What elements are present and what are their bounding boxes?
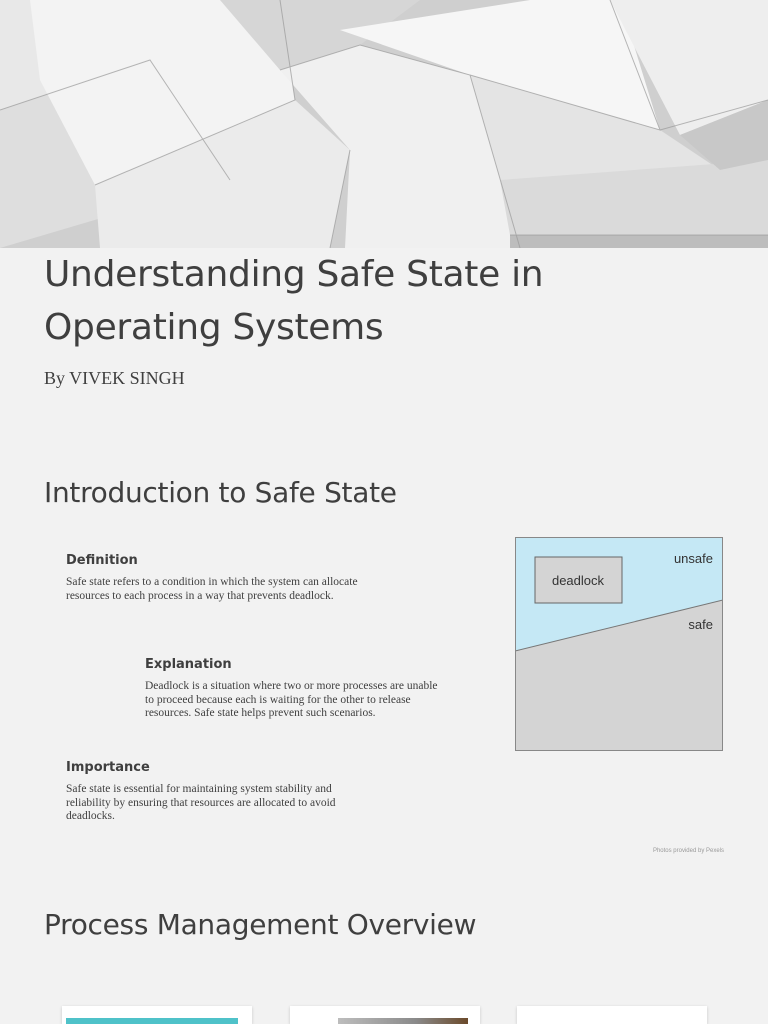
thumbnail-2-image [338, 1018, 468, 1024]
process-thumbnail-3 [517, 1006, 707, 1024]
author-byline: By VIVEK SINGH [44, 368, 185, 388]
importance-heading: Importance [66, 760, 150, 775]
unsafe-label: unsafe [673, 551, 713, 566]
intro-section-heading: Introduction to Safe State [44, 476, 397, 509]
definition-text: Safe state refers to a condition in which the system can allocate resources to each process in a way that prevents deadlock. [66, 576, 358, 602]
photo-credit: Photos provided by Pexels [652, 848, 724, 854]
importance-block [66, 760, 376, 824]
safe-state-diagram [515, 537, 723, 751]
process-section-heading: Process Management Overview [44, 908, 477, 941]
process-thumbnail-1 [62, 1006, 252, 1024]
definition-heading: Definition [66, 553, 138, 568]
explanation-block [145, 657, 445, 721]
page-title: Understanding Safe State in Operating Systems [44, 254, 544, 348]
explanation-heading: Explanation [145, 657, 232, 672]
process-thumbnail-2 [290, 1006, 480, 1024]
safe-label: safe [688, 617, 713, 632]
definition-block [66, 553, 366, 603]
importance-text: Safe state is essential for maintaining system stability and reliability by ensuring that resources are allocated to avoid deadlocks. [66, 783, 336, 822]
explanation-text: Deadlock is a situation where two or more processes are unable to proceed because each is waiting for the other to release resources. Safe state helps prevent such scenarios. [145, 680, 438, 719]
paper-sheets-graphic [0, 0, 768, 248]
deadlock-label: deadlock [551, 573, 605, 588]
hero-image [0, 0, 768, 248]
thumbnail-1-image [66, 1018, 238, 1024]
